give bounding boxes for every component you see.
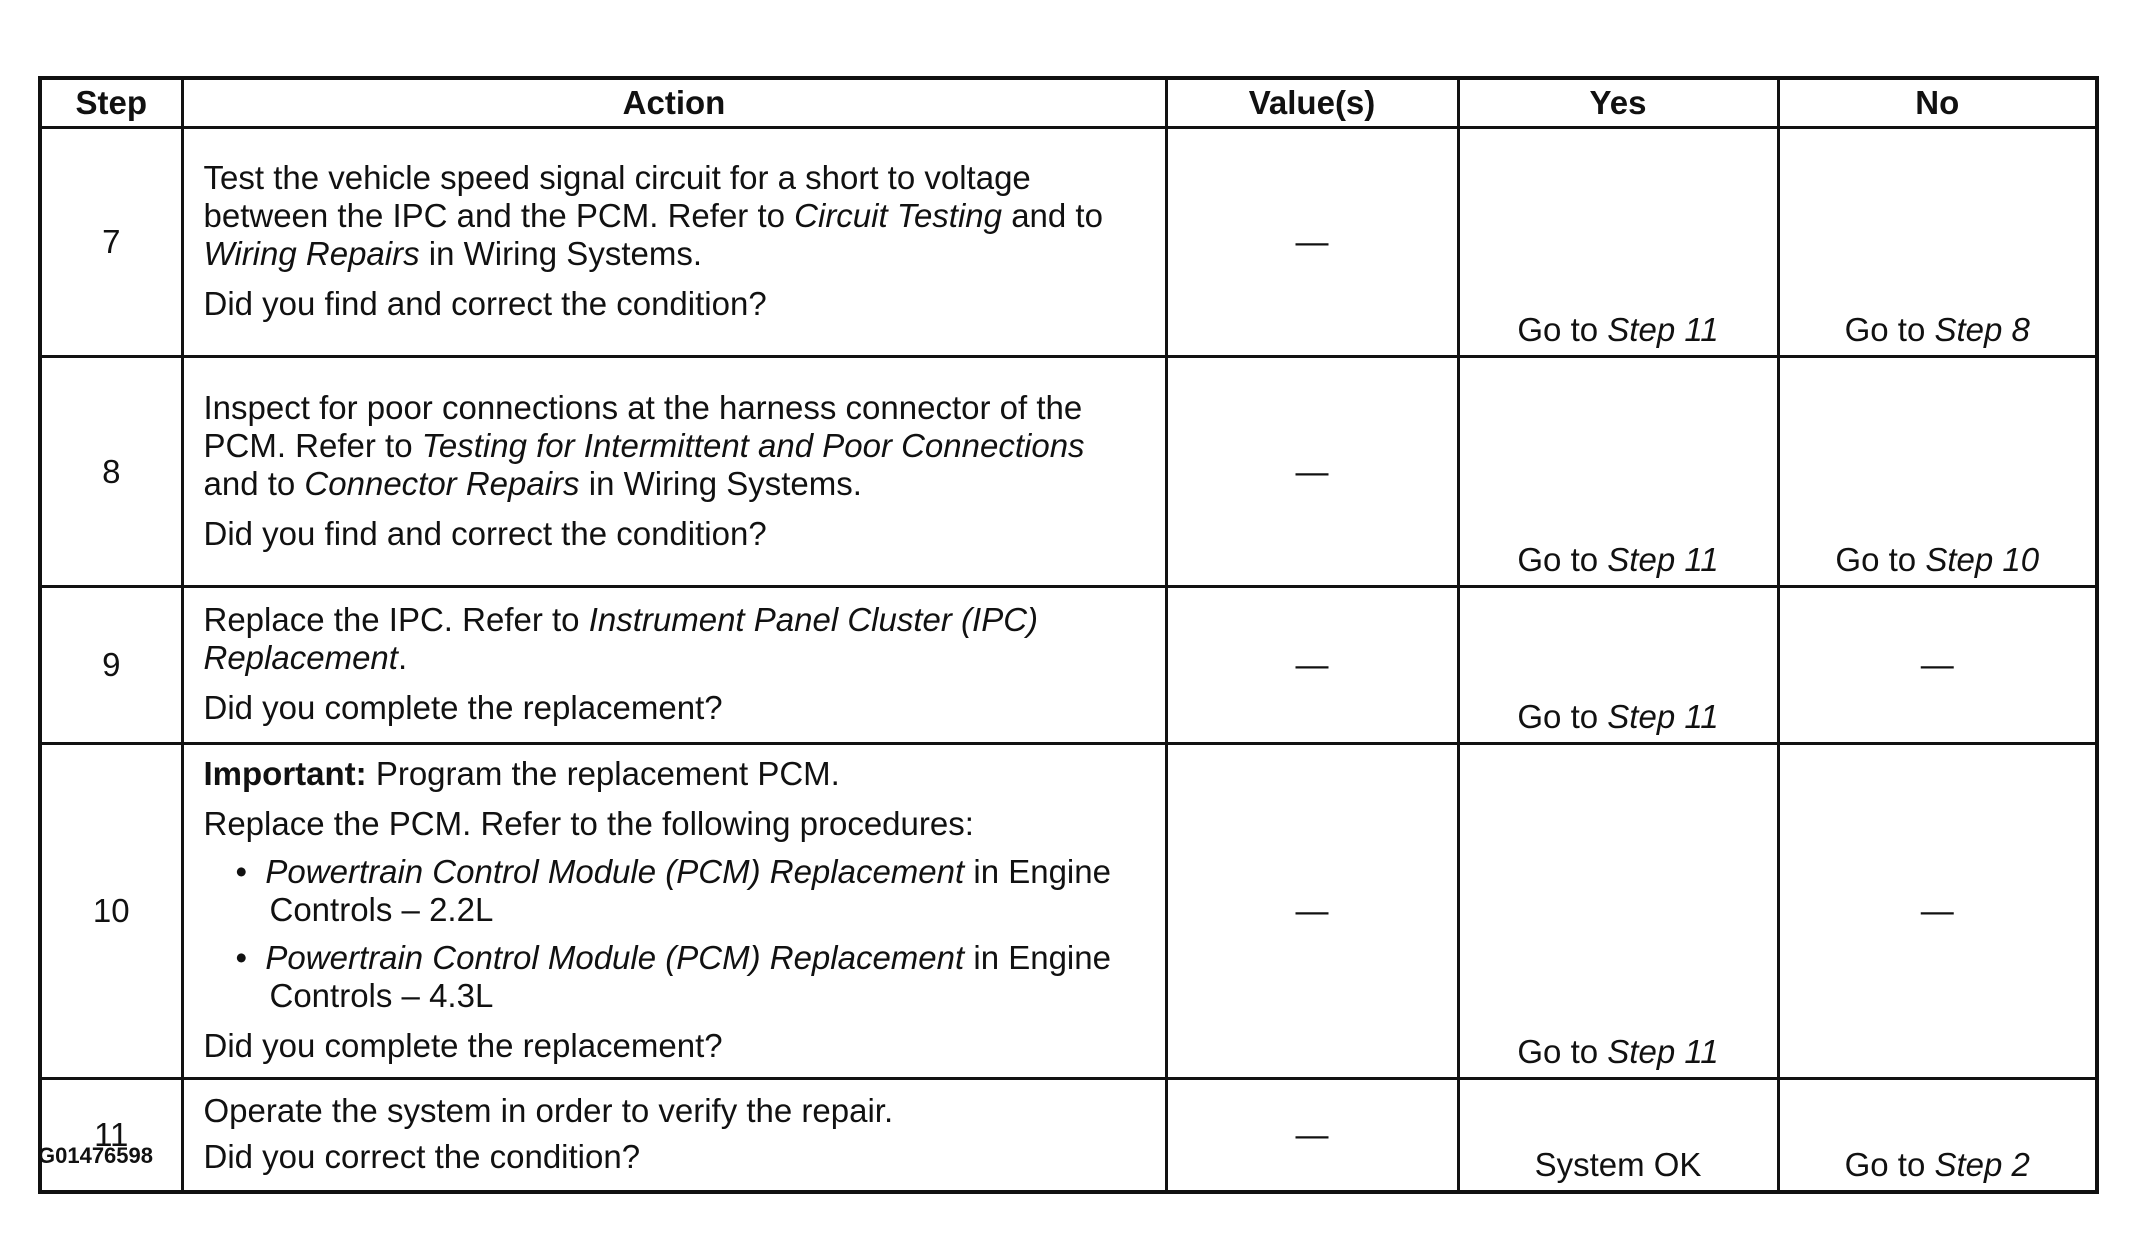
- no-dash: —: [1920, 646, 1954, 683]
- yes-step-ref: Step 11: [1607, 541, 1719, 578]
- yes-cell: [1458, 357, 1778, 587]
- action-cell: [182, 1079, 1166, 1193]
- yes-step-ref: Step 11: [1607, 311, 1719, 348]
- important-text: Program the replacement PCM.: [366, 755, 840, 792]
- header-action: Action: [182, 78, 1166, 128]
- value-dash: —: [1295, 223, 1329, 260]
- figure-id: G01476598: [38, 1143, 153, 1168]
- action-question: Did you find and correct the condition?: [203, 514, 767, 552]
- yes-prefix: Go to: [1517, 311, 1608, 348]
- action-text-part: and to: [203, 464, 305, 502]
- table-row: [40, 357, 2097, 587]
- header-values: Value(s): [1166, 78, 1458, 128]
- diagnostic-table: [38, 76, 2099, 1194]
- action-text-part: Replace the IPC. Refer to: [203, 601, 589, 638]
- action-question: Did you correct the condition?: [203, 1138, 641, 1175]
- step-number: 7: [40, 128, 182, 357]
- yes-cell: System OK: [1458, 1079, 1778, 1193]
- no-cell: [1778, 744, 2097, 1079]
- value-dash: —: [1295, 892, 1329, 929]
- no-dash: —: [1920, 892, 1954, 929]
- reference-link: Instrument Panel Cluster (IPC) Replacement: [203, 601, 1039, 676]
- value-cell: [1166, 357, 1458, 587]
- no-step-ref: Step 8: [1934, 311, 2030, 348]
- table-row: [40, 744, 2097, 1079]
- no-prefix: Go to: [1844, 1146, 1935, 1183]
- bullet-text: in Engine Controls – 4.3L: [269, 939, 1111, 1014]
- header-row: [40, 78, 2097, 128]
- yes-step-ref: Step 11: [1607, 1033, 1719, 1070]
- no-step-ref: Step 2: [1934, 1146, 2030, 1183]
- reference-link: Wiring Repairs: [203, 235, 420, 272]
- yes-cell: [1458, 744, 1778, 1079]
- step-number: 11: [40, 1079, 182, 1193]
- bullet-text: in Engine Controls – 2.2L: [269, 853, 1111, 928]
- important-note: [204, 755, 1145, 793]
- reference-link: Connector Repairs: [304, 464, 580, 502]
- no-cell: [1778, 357, 2097, 587]
- reference-link: Powertrain Control Module (PCM) Replacement: [265, 939, 965, 976]
- value-cell: [1166, 744, 1458, 1079]
- action-text-part: in Wiring Systems.: [579, 464, 862, 502]
- reference-link: Circuit Testing: [794, 197, 1003, 234]
- action-text-part: .: [397, 639, 408, 676]
- bullet-icon: •: [235, 939, 248, 976]
- yes-step-ref: Step 11: [1607, 698, 1719, 735]
- action-cell: [182, 128, 1166, 357]
- action-cell: [182, 587, 1166, 744]
- value-dash: —: [1295, 452, 1329, 490]
- step-number: 8: [40, 357, 182, 587]
- no-prefix: Go to: [1835, 541, 1926, 578]
- action-cell: [182, 357, 1166, 587]
- bullet-item: [204, 939, 1145, 1015]
- no-cell: [1778, 587, 2097, 744]
- header-no: No: [1778, 78, 2097, 128]
- action-text: [204, 601, 1145, 677]
- action-text-part: Inspect for poor connections at the harness connector of the PCM. Refer to: [203, 388, 1083, 464]
- value-cell: [1166, 1079, 1458, 1193]
- yes-cell: [1458, 587, 1778, 744]
- table-row: [40, 1079, 2097, 1193]
- no-cell: [1778, 128, 2097, 357]
- value-cell: [1166, 128, 1458, 357]
- table-row: [40, 587, 2097, 744]
- replace-instruction: Replace the PCM. Refer to the following procedures:: [203, 805, 974, 842]
- value-cell: [1166, 587, 1458, 744]
- no-step-ref: Step 10: [1925, 541, 2040, 578]
- action-text: [204, 159, 1145, 273]
- step-number: 10: [40, 744, 182, 1079]
- value-dash: —: [1295, 646, 1329, 683]
- yes-prefix: Go to: [1517, 1033, 1608, 1070]
- action-question: Did you complete the replacement?: [203, 689, 723, 726]
- action-text: Operate the system in order to verify the repair.: [203, 1092, 894, 1129]
- important-label: Important:: [203, 755, 367, 792]
- no-prefix: Go to: [1844, 311, 1935, 348]
- header-step: Step: [40, 78, 182, 128]
- table-row: [40, 128, 2097, 357]
- value-dash: —: [1295, 1116, 1329, 1153]
- yes-cell: [1458, 128, 1778, 357]
- action-question: Did you complete the replacement?: [203, 1027, 723, 1064]
- yes-prefix: Go to: [1517, 541, 1608, 578]
- reference-link: Powertrain Control Module (PCM) Replacement: [265, 853, 965, 890]
- header-yes: Yes: [1458, 78, 1778, 128]
- no-cell: [1778, 1079, 2097, 1193]
- yes-prefix: Go to: [1517, 698, 1608, 735]
- bullet-icon: •: [235, 853, 248, 890]
- action-text-part: in Wiring Systems.: [419, 235, 702, 272]
- step-number: 9: [40, 587, 182, 744]
- reference-link: Testing for Intermittent and Poor Connections: [421, 426, 1085, 464]
- action-text-part: Test the vehicle speed signal circuit for a short to voltage between the IPC and the PCM. Refer to: [203, 159, 1031, 234]
- action-text: [204, 389, 1145, 503]
- action-question: Did you find and correct the condition?: [203, 285, 767, 322]
- action-text-part: and to: [1002, 197, 1103, 234]
- bullet-item: [204, 853, 1145, 929]
- action-cell: [182, 744, 1166, 1079]
